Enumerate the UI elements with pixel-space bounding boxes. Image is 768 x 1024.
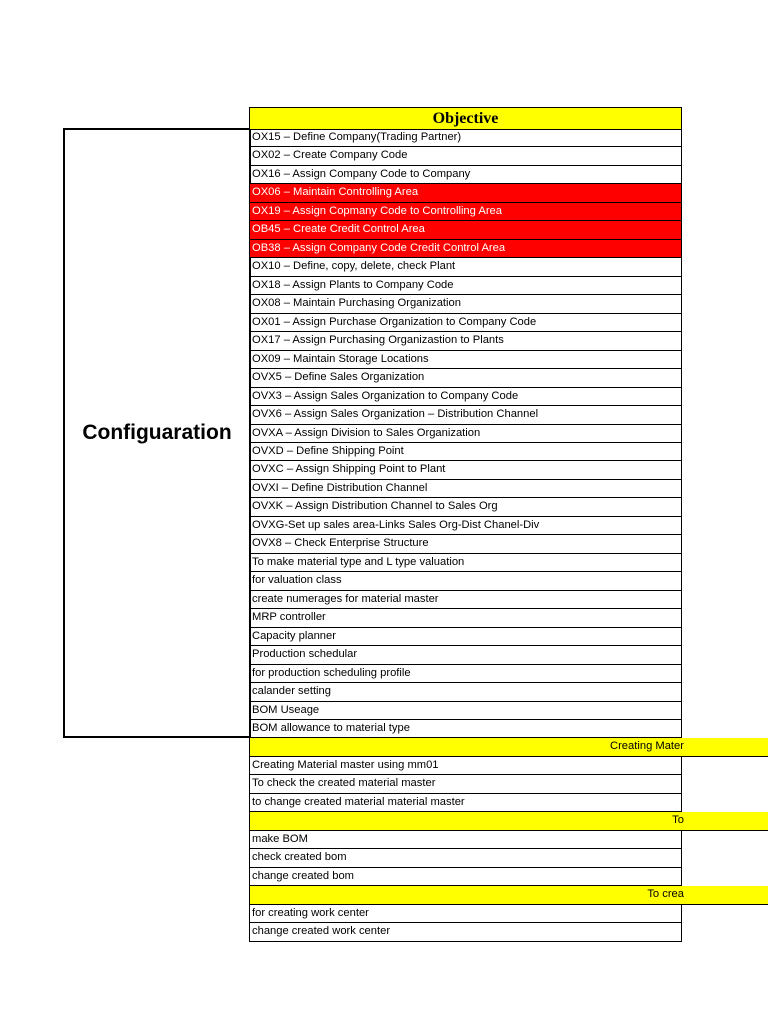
table-row [249,775,682,793]
table-row-highlighted [249,240,682,258]
row-text: BOM allowance to material type [252,722,410,734]
table-row [249,166,682,184]
row-text: OVXK – Assign Distribution Channel to Sales Org [252,500,498,513]
table-row [249,351,682,369]
row-text: OX02 – Create Company Code [252,149,408,162]
table-row [249,720,682,738]
table-row-highlighted [249,221,682,239]
table-row [249,277,682,295]
row-text: OX08 – Maintain Purchasing Organization [252,297,461,310]
table-row [249,702,682,720]
objective-header: Objective [249,107,682,130]
table-row [249,683,682,701]
row-text: OB45 – Create Credit Control Area [252,223,425,236]
table-row [249,295,682,313]
table-row [249,443,682,461]
row-text: OX06 – Maintain Controlling Area [252,186,419,199]
table-row [249,572,682,590]
table-row [249,147,682,165]
row-text: OVXG-Set up sales area-Links Sales Org-Dist Chanel-Div [252,518,540,531]
row-text: OX18 – Assign Plants to Company Code [252,278,454,291]
row-text: Creating Material master using mm01 [252,758,439,771]
row-text: OX19 – Assign Copmany Code to Controlling Area [252,204,502,217]
row-text: OVXD – Define Shipping Point [252,444,404,457]
section-header-row [249,812,768,830]
row-text: OVX5 – Define Sales Organization [252,371,425,384]
row-text: OVX3 – Assign Sales Organization to Company Code [252,389,519,402]
table-row [249,129,682,147]
table-row [249,665,682,683]
table-row [249,757,682,775]
table-row [249,923,682,941]
row-text: OVX6 – Assign Sales Organization – Distribution Channel [252,408,539,421]
row-text: OVXA – Assign Division to Sales Organization [252,426,481,439]
table-row [249,369,682,387]
objective-table [249,129,682,942]
row-text: To check the created material master [252,777,436,790]
table-row [249,258,682,276]
table-row [249,461,682,479]
table-row [249,868,682,886]
section-label: Configuaration [82,421,232,444]
table-row [249,425,682,443]
table-row [249,480,682,498]
row-text: BOM Useage [252,703,320,716]
table-row [249,554,682,572]
row-text: OX01 – Assign Purchase Organization to Company Code [252,315,537,328]
table-row [249,388,682,406]
row-text: OX16 – Assign Company Code to Company [252,167,471,180]
table-row [249,628,682,646]
configuration-section-box [63,128,251,738]
row-text: MRP controller [252,611,326,624]
table-row [249,517,682,535]
row-text: OX17 – Assign Purchasing Organizastion to Plants [252,334,504,347]
row-text: calander setting [252,685,331,698]
row-text: for creating work center [252,906,369,919]
table-row [249,314,682,332]
row-text: To crea [647,888,684,901]
row-text: create numerages for material master [252,592,439,605]
row-text: change created bom [252,869,354,882]
row-text: to change created material material master [252,795,465,808]
row-text: To [672,814,684,827]
row-text: Creating Mater [610,740,684,753]
row-text: OX09 – Maintain Storage Locations [252,352,429,365]
row-text: Capacity planner [252,629,336,642]
table-row [249,535,682,553]
row-text: change created work center [252,925,391,938]
row-text: OX10 – Define, copy, delete, check Plant [252,260,456,273]
table-row [249,905,682,923]
table-row [249,794,682,812]
table-row [249,498,682,516]
section-header-row [249,738,768,756]
row-text: make BOM [252,832,308,845]
row-text: OVXC – Assign Shipping Point to Plant [252,463,446,476]
table-row [249,831,682,849]
table-row [249,406,682,424]
table-row [249,591,682,609]
table-row-highlighted [249,203,682,221]
table-row [249,849,682,867]
row-text: OB38 – Assign Company Code Credit Control Area [252,241,506,254]
row-text: OVX8 – Check Enterprise Structure [252,537,429,550]
row-text: To make material type and L type valuation [252,555,465,568]
table-row [249,332,682,350]
table-row [249,646,682,664]
table-row-highlighted [249,184,682,202]
row-text: for valuation class [252,574,342,587]
section-header-row [249,886,768,904]
row-text: OVXI – Define Distribution Channel [252,481,428,494]
row-text: for production scheduling profile [252,666,411,679]
table-row [249,609,682,627]
row-text: OX15 – Define Company(Trading Partner) [252,131,462,143]
row-text: Production schedular [252,648,358,661]
row-text: check created bom [252,851,347,864]
